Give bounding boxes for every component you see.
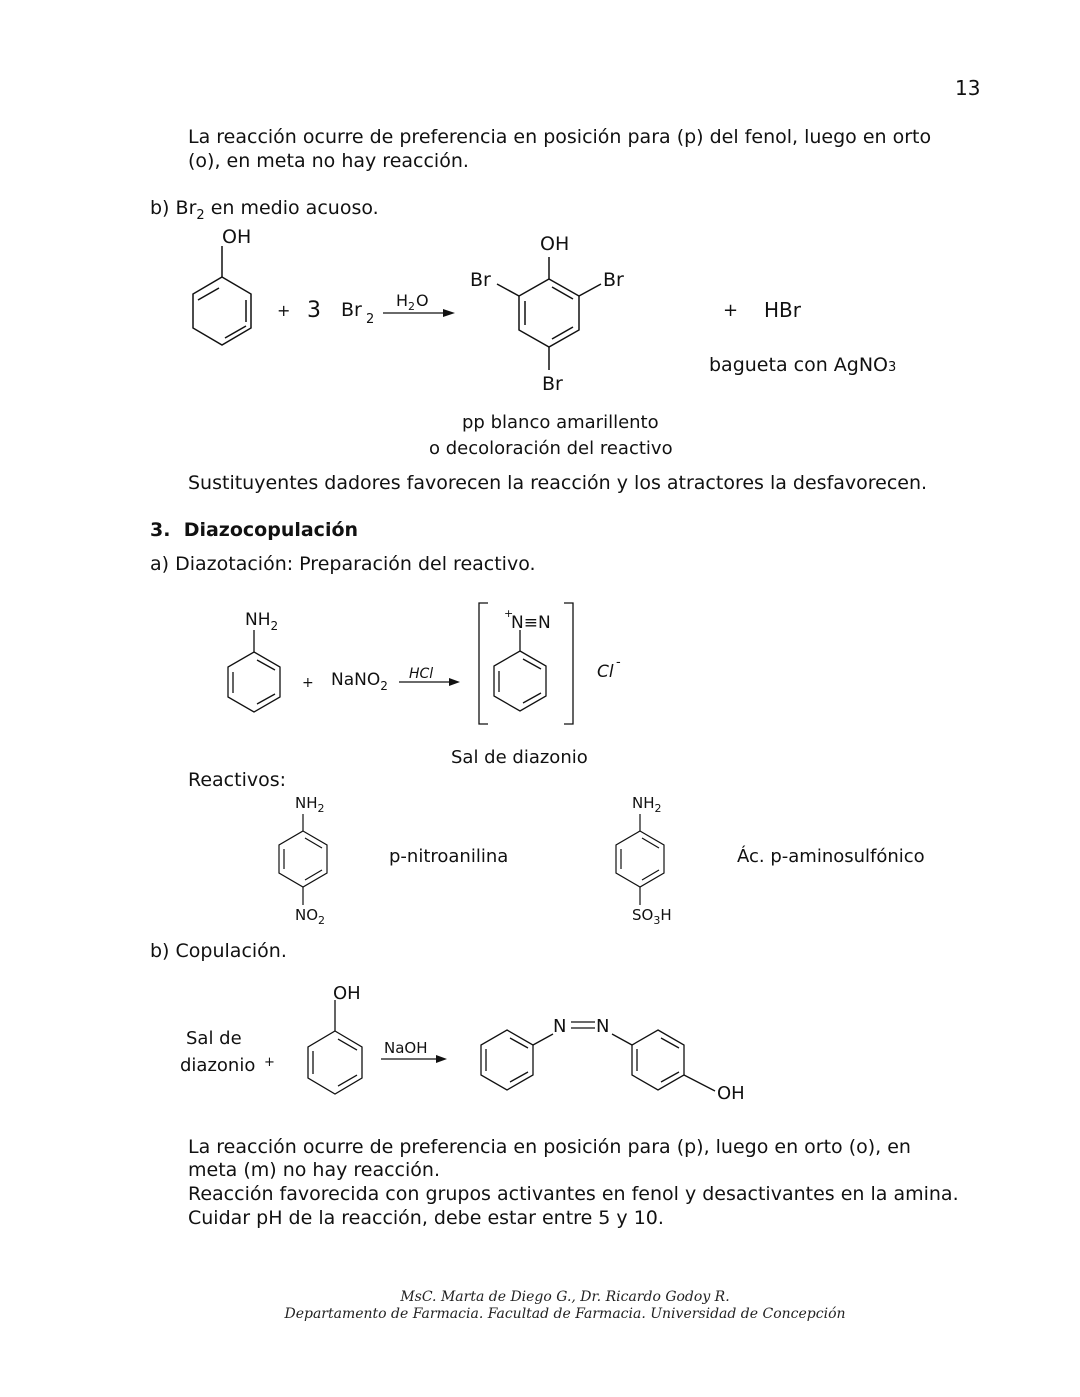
plus-sign-diazotization: + (302, 675, 314, 691)
part-b-title: Copulación. (175, 940, 287, 962)
page-number: 13 (955, 76, 981, 100)
reagents-label: Reactivos: (188, 769, 287, 791)
intro-paragraph-line1: La reacción ocurre de preferencia en posición para (p) del fenol, luego en orto (188, 126, 932, 148)
coupling-note-line4: Cuidar pH de la reacción, debe estar entre 5 y 10. (188, 1207, 664, 1229)
hcl-condition: HCl (409, 666, 434, 682)
sulfanilic-acid-so3h: $SO_3H$ (632, 906, 672, 927)
intro-paragraph-line2: (o), en meta no hay reacción. (188, 150, 469, 172)
diazonium-charge: + (504, 607, 514, 620)
nano2-reagent: NaNO$_2$ (331, 670, 388, 693)
hbr-byproduct: HBr (764, 298, 801, 322)
product-note-line1: pp blanco amarillento (462, 412, 659, 433)
section-b-label: b) (150, 197, 170, 219)
product-oh-label: OH (540, 233, 570, 255)
agno3-test: bagueta con AgNO3 (709, 354, 897, 376)
bromine-reagent-sub: 2 (366, 312, 375, 327)
p-nitroaniline-nh2: $NH_2$ (295, 794, 325, 815)
arrow-condition-sub: 2 (408, 300, 415, 313)
phenol-coupling-oh: OH (333, 983, 361, 1004)
p-nitroaniline-no2: $NO_2$ (295, 906, 326, 927)
diazonium-salt-name: Sal de diazonio (451, 747, 588, 768)
chloride-ion: Cl (597, 662, 614, 682)
section-3-number: 3. (150, 519, 171, 541)
footer-authors: MsC. Marta de Diego G., Dr. Ricardo Godoy R. (400, 1289, 730, 1305)
coefficient: 3 (307, 298, 321, 323)
footer-affiliation: Departamento de Farmacia. Facultad de Farmacia. Universidad de Concepción (284, 1306, 846, 1322)
naoh-condition: NaOH (384, 1039, 428, 1057)
section-b-title-suffix: en medio acuoso. (204, 197, 379, 219)
coupling-note-line2: meta (m) no hay reacción. (188, 1159, 440, 1181)
phenol-coupling-structure (308, 1000, 362, 1094)
p-nitroaniline-name: p-nitroanilina (389, 846, 509, 867)
coupling-note-line3: Reacción favorecida con grupos activantes en fenol y desactivantes en la amina. (188, 1183, 959, 1205)
part-a-title: Diazotación: Preparación del reactivo. (175, 553, 536, 575)
bromination-summary: Sustituyentes dadores favorecen la reacción y los atractores la desfavorecen. (188, 472, 928, 494)
section-b-title-sub: 2 (196, 207, 205, 223)
product-br-right: Br (603, 269, 624, 291)
sulfanilic-acid-nh2: $NH_2$ (632, 794, 662, 815)
azo-n-left: N (553, 1016, 567, 1037)
part-a-label: a) (150, 553, 170, 575)
chloride-charge: - (616, 655, 621, 670)
diazonium-salt-line2: diazonio (180, 1055, 256, 1076)
diazonium-salt-line1: Sal de (186, 1028, 242, 1049)
plus-sign-coupling: + (264, 1055, 275, 1070)
aniline-nh2: $NH_2$ (245, 610, 279, 633)
azo-n-right: N (596, 1016, 610, 1037)
arrow-condition-o: O (416, 291, 429, 310)
arrow-condition-h: H (396, 291, 409, 310)
phenol-oh-label: OH (222, 226, 252, 248)
product-br-left: Br (470, 269, 491, 291)
diazonium-group: N≡N (511, 613, 551, 633)
coupling-arrow-head (436, 1055, 447, 1063)
sulfanilic-acid-name: Ác. p-aminosulfónico (737, 846, 925, 867)
coupling-note-line1: La reacción ocurre de preferencia en posición para (p), luego en orto (o), en (188, 1136, 911, 1158)
bromine-reagent: Br (341, 299, 362, 321)
section-b-title-prefix: Br (175, 197, 197, 219)
azo-product-oh: OH (717, 1083, 745, 1104)
part-b-label: b) (150, 940, 170, 962)
product-br-bottom: Br (542, 373, 563, 395)
product-note-line2: o decoloración del reactivo (429, 438, 673, 459)
plus-sign-2: + (723, 300, 739, 321)
section-3-title: Diazocopulación (183, 519, 359, 541)
plus-sign: + (277, 301, 291, 320)
